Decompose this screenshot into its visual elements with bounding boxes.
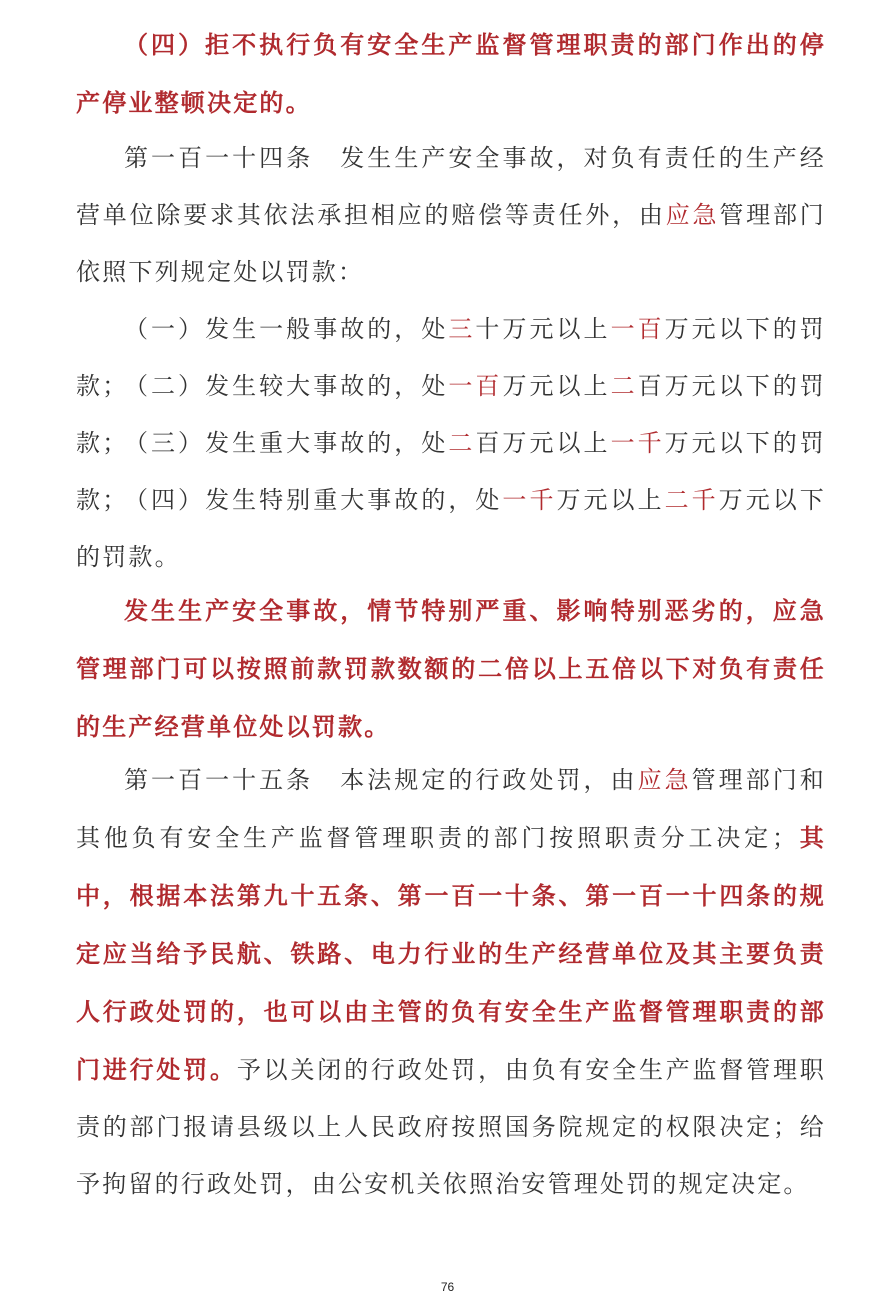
- text-run: 应急: [637, 766, 692, 794]
- text-run: 百万元以下的罚款；: [76, 372, 826, 457]
- text-run: 管理部门和其他负有安全生产监督管理职责的部门按照职责分工决定；: [76, 766, 826, 852]
- text-run: 十万元以上: [475, 315, 611, 343]
- text-run: 二: [448, 429, 476, 457]
- text-run: 万元以下的罚款；: [76, 429, 826, 514]
- text-run: （二）发生较大事故的，处: [124, 372, 449, 400]
- text-run: 百万元以上: [475, 429, 611, 457]
- page-number: 76: [440, 1280, 455, 1294]
- text-run: （四）发生特别重大事故的，处: [124, 486, 503, 514]
- text-run: 第一百一十四条 发生生产安全事故，对负有责任的生产经营单位除要求其依法承担相应的赔偿等责任外，由: [76, 144, 826, 229]
- text-run: 三: [448, 315, 476, 343]
- text-run: 万元以下的罚款；: [76, 315, 826, 400]
- text-run: 二千: [664, 486, 719, 514]
- text-run: 第一百一十五条 本法规定的行政处罚，由: [124, 766, 638, 794]
- text-run: 万元以下的罚款。: [76, 486, 826, 571]
- text-run: 其中，根据本法第九十五条、第一百一十条、第一百一十四条的规定应当给予民航、铁路、电力行业的生产经营单位及其主要负责人行政处罚的，也可以由主管的负有安全生产监督管理职责的部门进行处罚。: [76, 823, 826, 1084]
- text-run: 予以关闭的行政处罚，由负有安全生产监督管理职责的部门报请县级以上人民政府按照国务院规定的权限决定；给予拘留的行政处罚，由公安机关依照治安管理处罚的规定决定。: [76, 1056, 826, 1198]
- article-114-item-4: [76, 472, 826, 586]
- text-run: （一）发生一般事故的，处: [124, 315, 449, 343]
- text-run: 万元以上: [556, 486, 665, 514]
- text-run: （三）发生重大事故的，处: [124, 429, 449, 457]
- text-run: （四）拒不执行负有安全生产监督管理职责的部门作出的停产停业整顿决定的。: [76, 30, 826, 117]
- article-115: [76, 752, 826, 1213]
- text-run: 一千: [610, 429, 665, 457]
- article-114-aggravated-clause: [76, 582, 826, 756]
- text-run: 二: [610, 372, 638, 400]
- text-run: 发生生产安全事故，情节特别严重、影响特别恶劣的，应急管理部门可以按照前款罚款数额的二倍以上五倍以下对负有责任的生产经营单位处以罚款。: [76, 596, 826, 741]
- text-run: 一百: [610, 315, 665, 343]
- article-114: [76, 130, 826, 301]
- text-run: 管理部门依照下列规定处以罚款：: [76, 201, 826, 286]
- text-run: 一千: [502, 486, 557, 514]
- text-run: 应急: [665, 201, 720, 229]
- text-run: 一百: [448, 372, 503, 400]
- clause-item-4-refuse-rectification: [76, 16, 826, 132]
- text-run: 万元以上: [502, 372, 611, 400]
